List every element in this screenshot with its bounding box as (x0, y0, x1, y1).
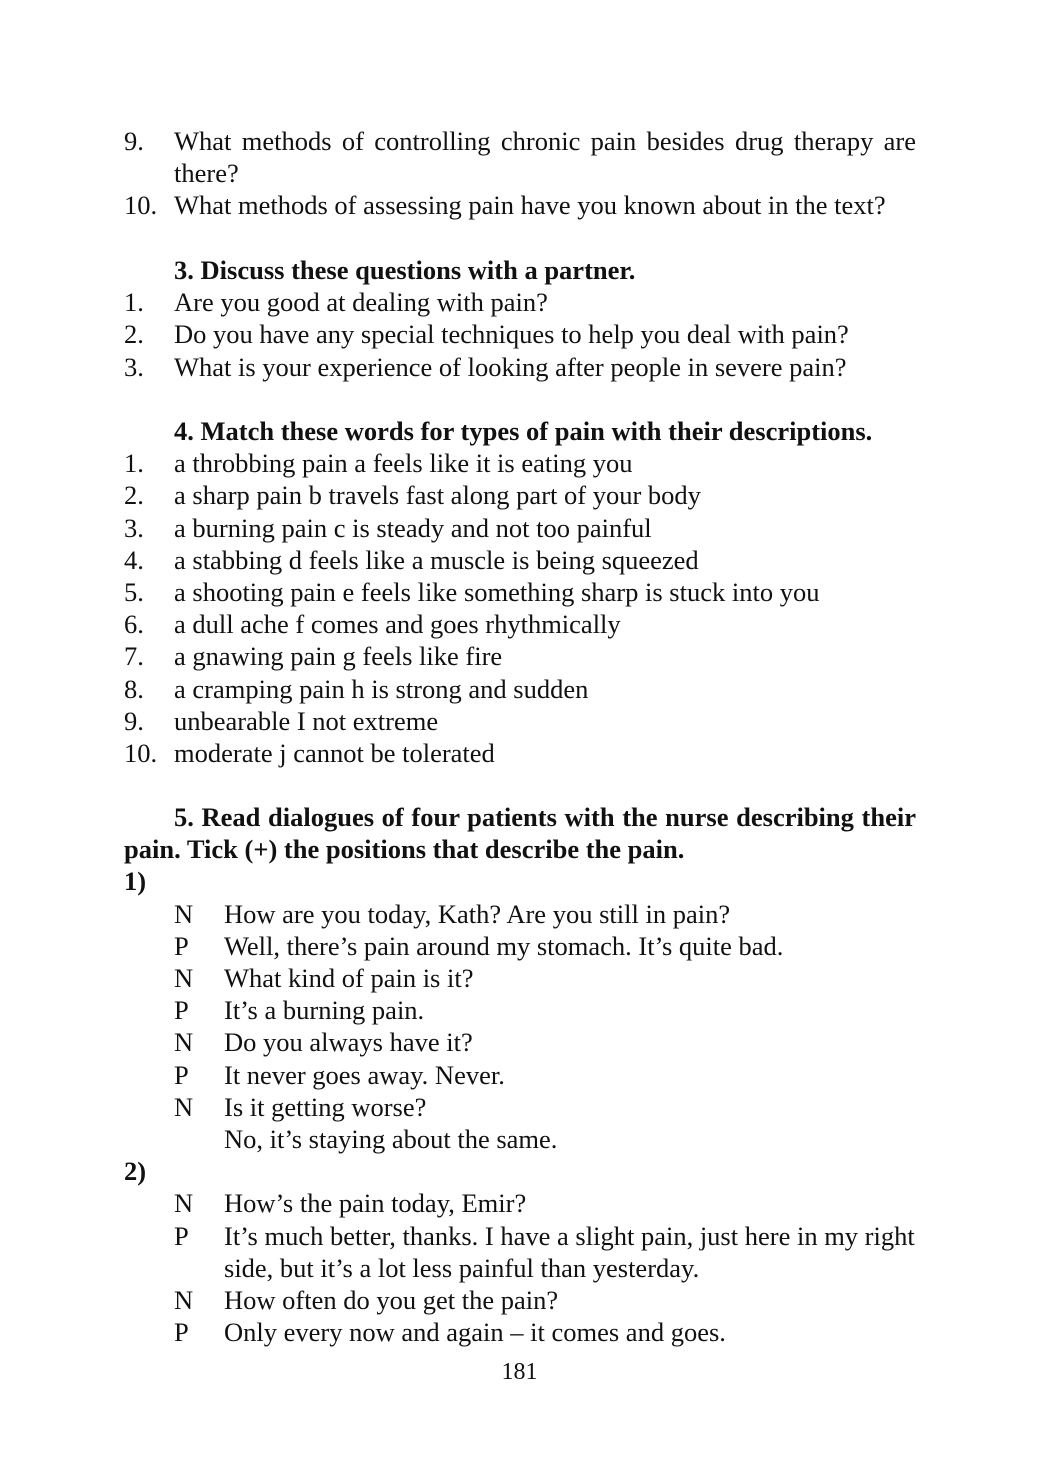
list-item (124, 608, 916, 640)
item-text: a sharp pain b travels fast along part of your body (174, 480, 701, 511)
speaker (174, 1123, 224, 1155)
item-number: 5. (124, 577, 144, 608)
item-number: 4. (124, 544, 144, 575)
item-text: a cramping pain h is strong and sudden (174, 673, 589, 704)
item-number: 6. (124, 609, 144, 640)
list-item (124, 640, 916, 672)
item-number: 3. (124, 351, 144, 382)
line-text: It’s a burning pain. (224, 995, 425, 1026)
section-title: 5. Read dialogues of four patients with the nurse describing their pain. Tick (+) the positions that describe the pain. (124, 802, 916, 865)
item-number: 2. (124, 319, 144, 350)
speaker: P (174, 995, 189, 1026)
line-text: How often do you get the pain? (224, 1285, 559, 1316)
dialogue-line (124, 962, 916, 994)
item-text: Do you have any special techniques to help you deal with pain? (174, 319, 849, 350)
line-text: How are you today, Kath? Are you still in pain? (224, 898, 731, 929)
line-text: Only every now and again – it comes and goes. (224, 1317, 726, 1348)
list-item (124, 737, 916, 769)
line-text: It never goes away. Never. (224, 1059, 505, 1090)
speaker: N (174, 963, 194, 994)
speaker: N (174, 1188, 194, 1219)
list-item (124, 125, 916, 189)
dialogue-line (124, 1187, 916, 1219)
list-item (124, 318, 916, 350)
item-text: What is your experience of looking after people in severe pain? (174, 351, 847, 382)
item-number: 1. (124, 448, 144, 479)
dialogue-label: 2) (124, 1156, 147, 1187)
line-text: No, it’s staying about the same. (224, 1124, 558, 1155)
item-number: 9. (124, 126, 144, 156)
item-number: 2. (124, 480, 144, 511)
item-number: 1. (124, 287, 144, 318)
item-text: a dull ache f comes and goes rhythmically (174, 609, 621, 640)
dialogue-label: 1) (124, 866, 147, 897)
dialogue-line (124, 1220, 916, 1284)
section-title: 4. Match these words for types of pain with their descriptions. (174, 416, 873, 446)
item-text: moderate j cannot be tolerated (174, 738, 495, 769)
item-number: 10. (124, 738, 158, 769)
item-text: a gnawing pain g feels like fire (174, 641, 503, 672)
dialogue-line (124, 994, 916, 1026)
speaker: P (174, 930, 189, 961)
item-number: 9. (124, 705, 144, 736)
item-text: unbearable I not extreme (174, 705, 439, 736)
item-text: a stabbing d feels like a muscle is being squeezed (174, 544, 699, 575)
item-text: a shooting pain e feels like something sharp is stuck into you (174, 577, 820, 608)
speaker: P (174, 1059, 189, 1090)
list-item (124, 576, 916, 608)
section-4 (124, 415, 916, 769)
dialogue-line (124, 1026, 916, 1058)
section-3 (124, 254, 916, 383)
list-item (124, 673, 916, 705)
line-text: Do you always have it? (224, 1027, 473, 1058)
list-item (124, 189, 916, 221)
section-5 (124, 801, 916, 1348)
line-text: How’s the pain today, Emir? (224, 1188, 527, 1219)
page-number: 181 (501, 1359, 538, 1385)
list-item (124, 479, 916, 511)
section-title: 3. Discuss these questions with a partner. (174, 255, 636, 285)
dialogue-line (124, 1284, 916, 1316)
speaker: P (174, 1317, 189, 1348)
item-text: What methods of controlling chronic pain besides drug therapy are there? (174, 126, 916, 189)
question-list-continued (124, 125, 916, 222)
dialogue-line (124, 1059, 916, 1091)
item-number: 8. (124, 673, 144, 704)
line-text: What kind of pain is it? (224, 963, 474, 994)
dialogue-line (124, 1316, 916, 1348)
dialogue-line (124, 1091, 916, 1123)
item-text: Are you good at dealing with pain? (174, 287, 548, 318)
item-number: 3. (124, 512, 144, 543)
speaker: N (174, 1285, 194, 1316)
line-text: It’s much better, thanks. I have a slight pain, just here in my right side, but it’s a lot less painful than yesterday. (224, 1220, 915, 1283)
speaker: N (174, 1027, 194, 1058)
line-text: Well, there’s pain around my stomach. It’s quite bad. (224, 930, 784, 961)
item-number: 7. (124, 641, 144, 672)
list-item (124, 705, 916, 737)
list-item (124, 544, 916, 576)
list-item (124, 286, 916, 318)
line-text: Is it getting worse? (224, 1091, 427, 1122)
dialogue-line (124, 898, 916, 930)
speaker: P (174, 1220, 189, 1251)
item-text: a throbbing pain a feels like it is eating you (174, 448, 633, 479)
item-text: What methods of assessing pain have you known about in the text? (174, 190, 886, 221)
dialogue-line (124, 930, 916, 962)
item-number: 10. (124, 190, 158, 221)
item-text: a burning pain c is steady and not too painful (174, 512, 652, 543)
list-item (124, 351, 916, 383)
speaker: N (174, 898, 194, 929)
speaker: N (174, 1091, 194, 1122)
list-item (124, 512, 916, 544)
list-item (124, 447, 916, 479)
dialogue-line (124, 1123, 916, 1155)
